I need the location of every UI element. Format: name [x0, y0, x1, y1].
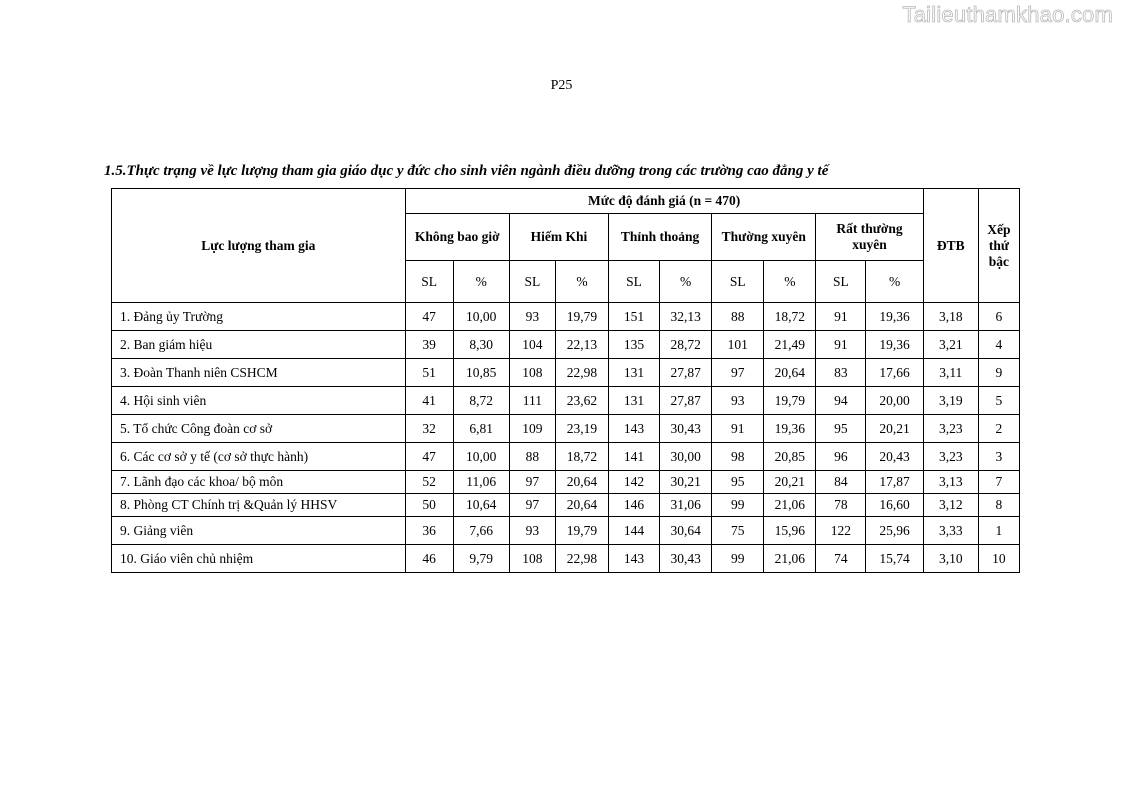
cell-sl: 84	[816, 471, 866, 494]
cell-sl: 97	[712, 359, 764, 387]
cell-pct: 19,79	[764, 387, 816, 415]
cell-rank: 9	[978, 359, 1019, 387]
row-label: 7. Lãnh đạo các khoa/ bộ môn	[112, 471, 406, 494]
cell-pct: 8,30	[453, 331, 509, 359]
cell-pct: 10,00	[453, 443, 509, 471]
cell-rank: 2	[978, 415, 1019, 443]
cell-pct: 19,79	[555, 517, 608, 545]
cell-pct: 19,79	[555, 303, 608, 331]
table-row	[112, 415, 1020, 443]
cell-sl: 93	[712, 387, 764, 415]
cell-pct: 21,49	[764, 331, 816, 359]
cell-dtb: 3,19	[923, 387, 978, 415]
subheader-pct: %	[453, 261, 509, 303]
cell-sl: 131	[609, 359, 660, 387]
cell-pct: 15,74	[866, 545, 923, 573]
cell-sl: 46	[405, 545, 453, 573]
cell-sl: 36	[405, 517, 453, 545]
table-row	[112, 517, 1020, 545]
cell-rank: 8	[978, 494, 1019, 517]
cell-dtb: 3,10	[923, 545, 978, 573]
cell-sl: 91	[816, 303, 866, 331]
cell-pct: 30,64	[660, 517, 712, 545]
cell-pct: 20,85	[764, 443, 816, 471]
cell-sl: 47	[405, 303, 453, 331]
cell-pct: 25,96	[866, 517, 923, 545]
section-title: 1.5.Thực trạng về lực lượng tham gia giáo dục y đức cho sinh viên ngành điều dưỡng trong các trường cao đẳng y tế	[104, 163, 829, 179]
table-row	[112, 443, 1020, 471]
cell-sl: 83	[816, 359, 866, 387]
cell-pct: 18,72	[764, 303, 816, 331]
cell-sl: 47	[405, 443, 453, 471]
cell-sl: 78	[816, 494, 866, 517]
cell-pct: 30,43	[660, 415, 712, 443]
row-label: 4. Hội sinh viên	[112, 387, 406, 415]
cell-sl: 131	[609, 387, 660, 415]
cell-pct: 27,87	[660, 359, 712, 387]
cell-pct: 27,87	[660, 387, 712, 415]
header-level: Hiếm Khi	[509, 214, 608, 261]
cell-pct: 19,36	[866, 303, 923, 331]
watermark: Tailieuthamkhao.com	[902, 2, 1113, 27]
cell-dtb: 3,13	[923, 471, 978, 494]
header-level: Không bao giờ	[405, 214, 509, 261]
header-level: Thỉnh thoảng	[609, 214, 712, 261]
cell-pct: 17,66	[866, 359, 923, 387]
subheader-sl: SL	[712, 261, 764, 303]
table-header	[112, 189, 1020, 303]
cell-rank: 7	[978, 471, 1019, 494]
cell-sl: 52	[405, 471, 453, 494]
cell-sl: 88	[712, 303, 764, 331]
cell-pct: 31,06	[660, 494, 712, 517]
row-label: 3. Đoàn Thanh niên CSHCM	[112, 359, 406, 387]
cell-rank: 3	[978, 443, 1019, 471]
table-row	[112, 471, 1020, 494]
cell-sl: 91	[712, 415, 764, 443]
cell-dtb: 3,18	[923, 303, 978, 331]
table-row	[112, 494, 1020, 517]
cell-sl: 98	[712, 443, 764, 471]
row-label: 1. Đảng ủy Trường	[112, 303, 406, 331]
cell-sl: 94	[816, 387, 866, 415]
header-level: Rất thường xuyên	[816, 214, 923, 261]
cell-sl: 146	[609, 494, 660, 517]
cell-sl: 108	[509, 359, 555, 387]
header-dtb: ĐTB	[923, 189, 978, 303]
cell-sl: 41	[405, 387, 453, 415]
subheader-sl: SL	[509, 261, 555, 303]
cell-sl: 32	[405, 415, 453, 443]
cell-rank: 4	[978, 331, 1019, 359]
cell-pct: 19,36	[866, 331, 923, 359]
cell-pct: 22,98	[555, 359, 608, 387]
cell-pct: 15,96	[764, 517, 816, 545]
cell-sl: 143	[609, 545, 660, 573]
cell-pct: 11,06	[453, 471, 509, 494]
cell-sl: 97	[509, 494, 555, 517]
cell-pct: 32,13	[660, 303, 712, 331]
cell-pct: 30,00	[660, 443, 712, 471]
cell-rank: 1	[978, 517, 1019, 545]
cell-dtb: 3,11	[923, 359, 978, 387]
cell-pct: 30,43	[660, 545, 712, 573]
cell-sl: 101	[712, 331, 764, 359]
header-row-label: Lực lượng tham gia	[112, 189, 406, 303]
cell-sl: 39	[405, 331, 453, 359]
cell-sl: 142	[609, 471, 660, 494]
cell-rank: 10	[978, 545, 1019, 573]
survey-table	[111, 188, 1020, 573]
cell-sl: 93	[509, 303, 555, 331]
cell-sl: 143	[609, 415, 660, 443]
cell-pct: 6,81	[453, 415, 509, 443]
cell-sl: 93	[509, 517, 555, 545]
cell-sl: 95	[712, 471, 764, 494]
cell-dtb: 3,12	[923, 494, 978, 517]
cell-sl: 122	[816, 517, 866, 545]
cell-pct: 10,64	[453, 494, 509, 517]
cell-sl: 75	[712, 517, 764, 545]
cell-pct: 19,36	[764, 415, 816, 443]
table-row	[112, 331, 1020, 359]
cell-pct: 20,21	[764, 471, 816, 494]
cell-sl: 135	[609, 331, 660, 359]
cell-sl: 111	[509, 387, 555, 415]
page-number: P25	[550, 78, 573, 93]
cell-sl: 50	[405, 494, 453, 517]
header-rank: Xếp thứ bậc	[978, 189, 1019, 303]
subheader-pct: %	[660, 261, 712, 303]
table-row	[112, 387, 1020, 415]
cell-sl: 151	[609, 303, 660, 331]
cell-pct: 20,43	[866, 443, 923, 471]
subheader-sl: SL	[816, 261, 866, 303]
cell-sl: 74	[816, 545, 866, 573]
cell-pct: 22,13	[555, 331, 608, 359]
cell-pct: 21,06	[764, 545, 816, 573]
subheader-pct: %	[555, 261, 608, 303]
cell-pct: 16,60	[866, 494, 923, 517]
table-row	[112, 545, 1020, 573]
cell-sl: 104	[509, 331, 555, 359]
cell-pct: 20,64	[764, 359, 816, 387]
cell-rank: 6	[978, 303, 1019, 331]
cell-sl: 88	[509, 443, 555, 471]
cell-pct: 10,00	[453, 303, 509, 331]
cell-sl: 99	[712, 545, 764, 573]
cell-sl: 109	[509, 415, 555, 443]
cell-rank: 5	[978, 387, 1019, 415]
row-label: 9. Giảng viên	[112, 517, 406, 545]
cell-sl: 97	[509, 471, 555, 494]
cell-pct: 23,19	[555, 415, 608, 443]
subheader-sl: SL	[609, 261, 660, 303]
cell-sl: 96	[816, 443, 866, 471]
cell-sl: 51	[405, 359, 453, 387]
cell-sl: 95	[816, 415, 866, 443]
cell-pct: 30,21	[660, 471, 712, 494]
cell-pct: 20,00	[866, 387, 923, 415]
table-body	[112, 303, 1020, 573]
subheader-pct: %	[764, 261, 816, 303]
cell-sl: 141	[609, 443, 660, 471]
header-group-title: Mức độ đánh giá (n = 470)	[405, 189, 923, 214]
row-label: 5. Tổ chức Công đoàn cơ sở	[112, 415, 406, 443]
cell-sl: 99	[712, 494, 764, 517]
cell-dtb: 3,33	[923, 517, 978, 545]
cell-pct: 22,98	[555, 545, 608, 573]
cell-pct: 28,72	[660, 331, 712, 359]
subheader-pct: %	[866, 261, 923, 303]
cell-pct: 20,21	[866, 415, 923, 443]
table-row	[112, 303, 1020, 331]
header-level: Thường xuyên	[712, 214, 816, 261]
cell-dtb: 3,23	[923, 443, 978, 471]
cell-pct: 7,66	[453, 517, 509, 545]
cell-pct: 18,72	[555, 443, 608, 471]
cell-pct: 23,62	[555, 387, 608, 415]
row-label: 8. Phòng CT Chính trị &Quản lý HHSV	[112, 494, 406, 517]
cell-sl: 108	[509, 545, 555, 573]
row-label: 2. Ban giám hiệu	[112, 331, 406, 359]
cell-sl: 91	[816, 331, 866, 359]
cell-pct: 20,64	[555, 471, 608, 494]
cell-pct: 20,64	[555, 494, 608, 517]
cell-pct: 21,06	[764, 494, 816, 517]
table-row	[112, 359, 1020, 387]
row-label: 10. Giáo viên chủ nhiệm	[112, 545, 406, 573]
row-label: 6. Các cơ sở y tế (cơ sở thực hành)	[112, 443, 406, 471]
subheader-sl: SL	[405, 261, 453, 303]
cell-pct: 17,87	[866, 471, 923, 494]
cell-pct: 8,72	[453, 387, 509, 415]
cell-pct: 10,85	[453, 359, 509, 387]
cell-sl: 144	[609, 517, 660, 545]
cell-pct: 9,79	[453, 545, 509, 573]
cell-dtb: 3,23	[923, 415, 978, 443]
cell-dtb: 3,21	[923, 331, 978, 359]
